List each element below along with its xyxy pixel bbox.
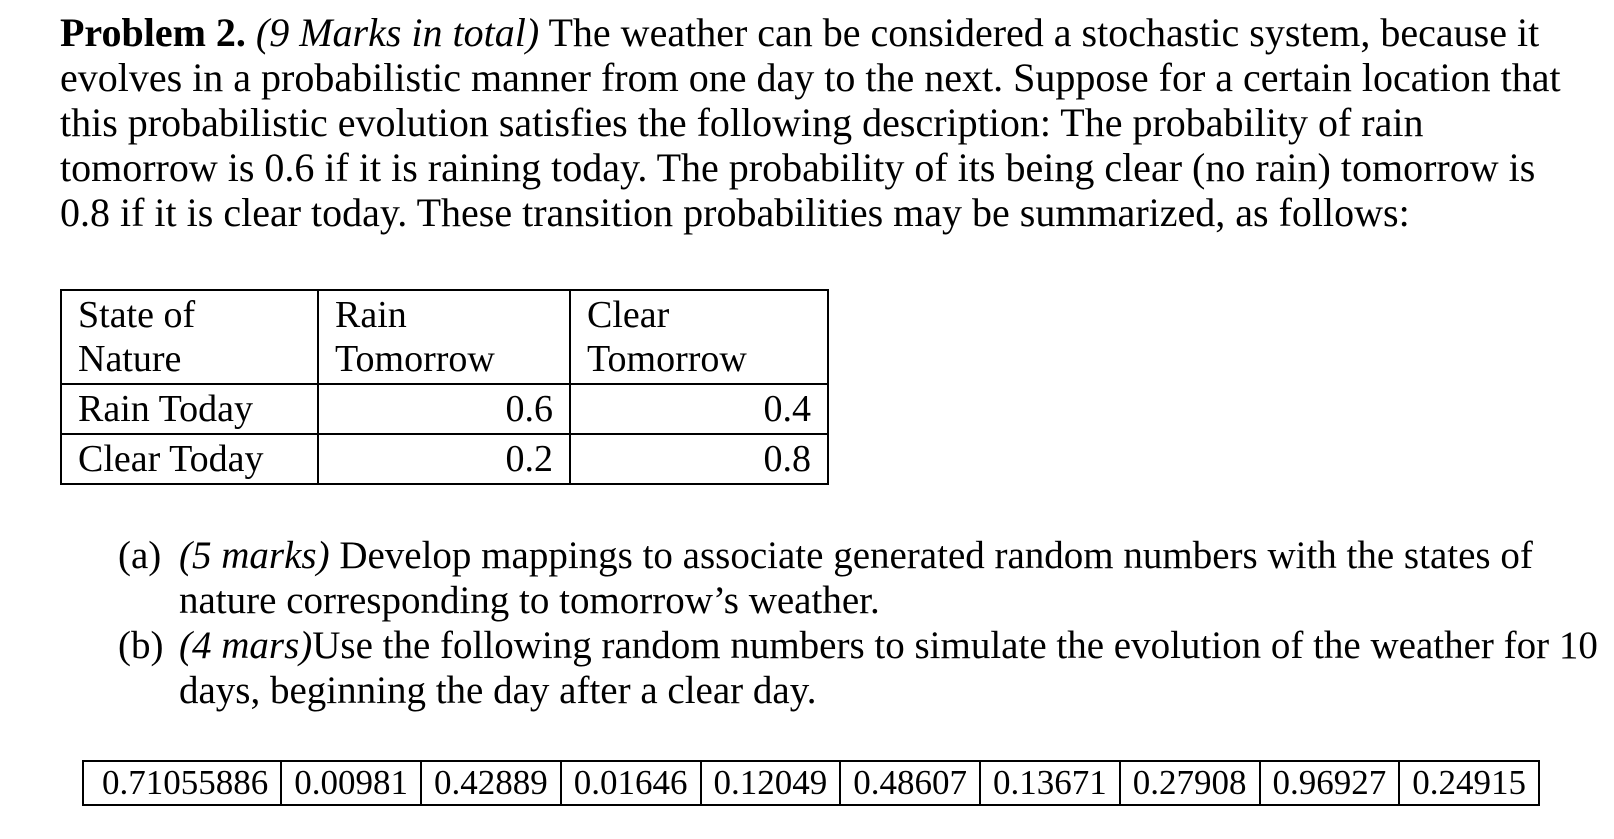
problem-marks: (9 Marks in total): [255, 10, 540, 55]
question-parts-list: [118, 533, 1598, 713]
random-number-cell: 0.00981: [281, 761, 421, 805]
header-rain-tomorrow: Rain Tomorrow: [318, 290, 570, 384]
cell-clear-prob: 0.8: [570, 434, 828, 484]
row-state-label: Clear Today: [61, 434, 318, 484]
part-label: (a): [118, 534, 162, 577]
part-label: (b): [118, 624, 164, 667]
header-state-of-nature: State of Nature: [61, 290, 318, 384]
table-row: [61, 434, 828, 484]
cell-clear-prob: 0.4: [570, 384, 828, 434]
random-number-cell: 0.12049: [701, 761, 841, 805]
random-number-cell: 0.71055886: [83, 761, 281, 805]
random-number-cell: 0.27908: [1120, 761, 1260, 805]
cell-rain-prob: 0.6: [318, 384, 570, 434]
part-text: Develop mappings to associate generated random numbers with the states of nature corresponding to tomorrow’s weather.: [179, 534, 1533, 622]
table-row: [61, 384, 828, 434]
random-numbers-table: [82, 760, 1540, 806]
random-number-cell: 0.24915: [1399, 761, 1539, 805]
random-number-cell: 0.96927: [1260, 761, 1400, 805]
random-number-cell: 0.48607: [840, 761, 980, 805]
part-marks: (5 marks): [179, 534, 330, 577]
problem-text: The weather can be considered a stochastic system, because it evolves in a probabilistic manner from one day to the next. Suppose for a certain location that this probabilistic evolution satisfies the following description: The probability of rain tomorrow is 0.6 if it is raining today. The probability of its being clear (no rain) tomorrow is 0.8 if it is clear today. These transition probabilities may be summarized, as follows:: [60, 10, 1561, 235]
question-part-b: [118, 623, 1598, 713]
random-number-cell: 0.42889: [421, 761, 561, 805]
problem-title: Problem 2.: [60, 10, 246, 55]
problem-statement: [60, 10, 1590, 235]
part-marks: (4 mars): [179, 624, 313, 667]
header-clear-tomorrow: Clear Tomorrow: [570, 290, 828, 384]
random-number-cell: 0.13671: [980, 761, 1120, 805]
cell-rain-prob: 0.2: [318, 434, 570, 484]
row-state-label: Rain Today: [61, 384, 318, 434]
table-header-row: [61, 290, 828, 384]
random-number-cell: 0.01646: [561, 761, 701, 805]
question-part-a: [118, 533, 1598, 623]
transition-probability-table: [60, 289, 829, 485]
part-text: Use the following random numbers to simulate the evolution of the weather for 10 days, beginning the day after a clear day.: [179, 624, 1598, 712]
random-numbers-row: [83, 761, 1539, 805]
